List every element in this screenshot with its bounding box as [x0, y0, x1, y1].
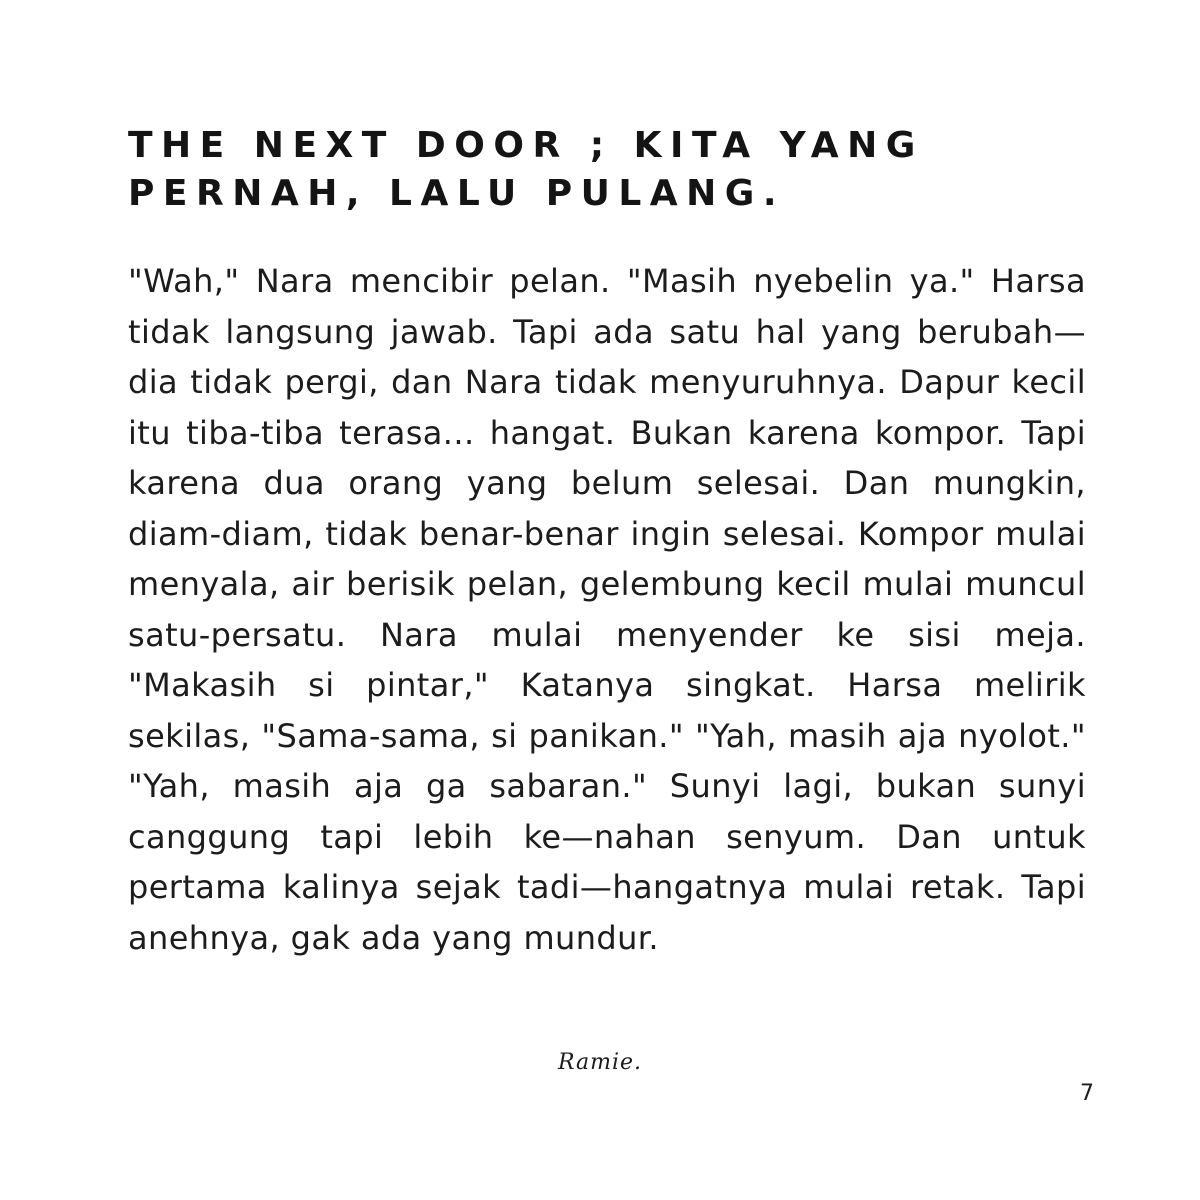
- page-number: 7: [1080, 1081, 1094, 1106]
- author-signature: Ramie.: [557, 1050, 643, 1075]
- story-paragraph: "Wah," Nara mencibir pelan. "Masih nyebelin ya." Harsa tidak langsung jawab. Tapi ada satu hal yang berubah—dia tidak pergi, dan Nara tidak menyuruhnya. Dapur kecil itu tiba-tiba terasa... hangat. Bukan karena kompor. Tapi karena dua orang yang belum selesai. Dan mungkin, diam-diam, tidak benar-benar ingin selesai. Kompor mulai menyala, air berisik pelan, gelembung kecil mulai muncul satu-persatu. Nara mulai menyender ke sisi meja. "Makasih si pintar," Katanya singkat. Harsa melirik sekilas, "Sama-sama, si panikan." "Yah, masih aja nyolot." "Yah, masih aja ga sabaran." Sunyi lagi, bukan sunyi canggung tapi lebih ke—nahan senyum. Dan untuk pertama kalinya sejak tadi—hangatnya mulai retak. Tapi anehnya, gak ada yang mundur.: [128, 262, 1086, 957]
- title-line-2: PERNAH, LALU PULANG.: [128, 173, 786, 214]
- title-line-1: THE NEXT DOOR ; KITA YANG: [128, 125, 924, 166]
- page-title: [128, 122, 1088, 218]
